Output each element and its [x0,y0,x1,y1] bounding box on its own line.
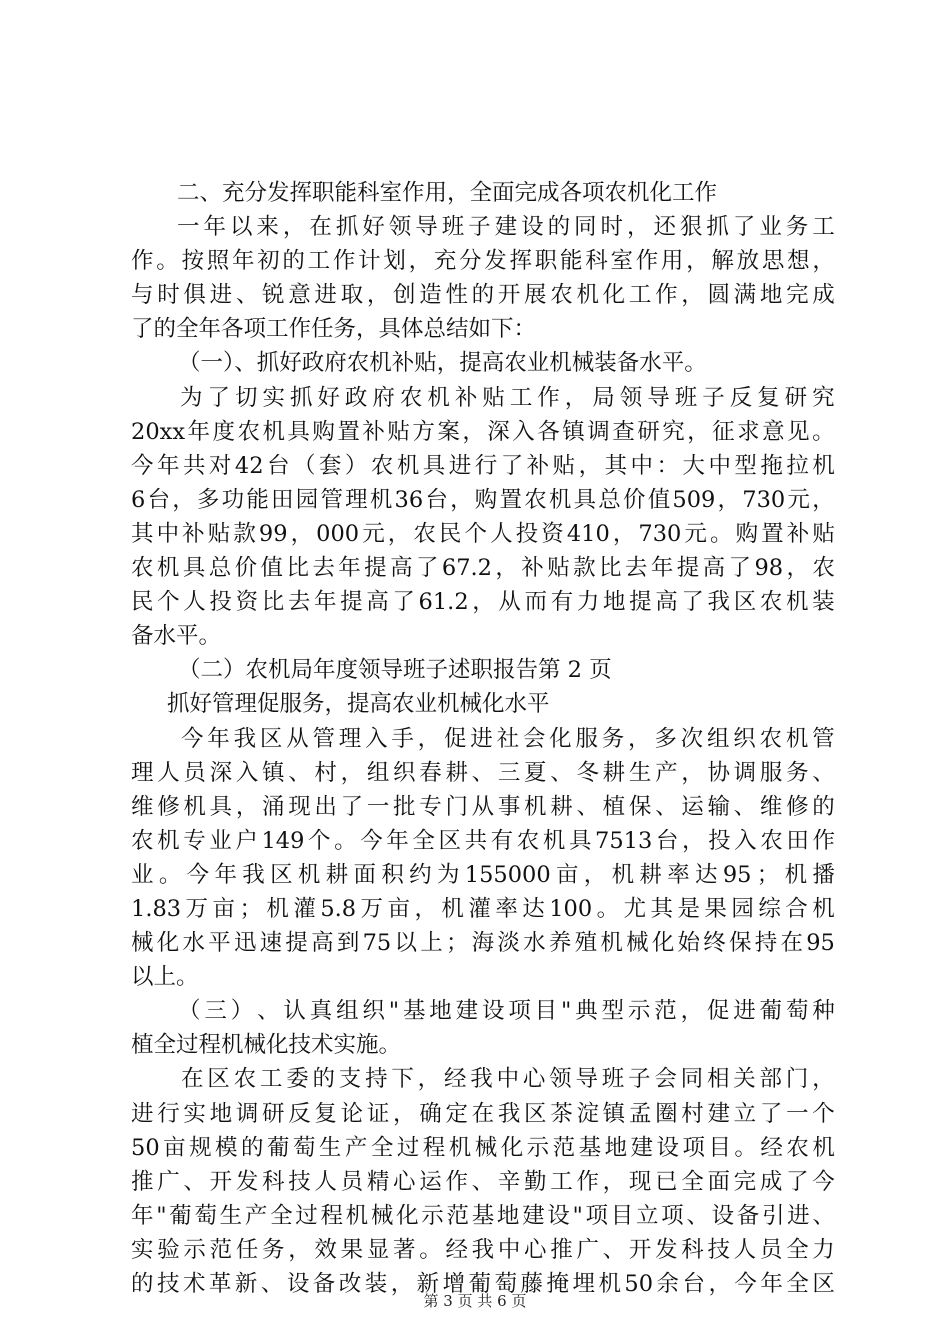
text-line: 了的全年各项工作任务，具体总结如下： [131,316,537,343]
page-footer: 第 3 页 共 6 页 [423,1292,527,1310]
text-line: （二）农机局年度领导班子述职报告第 2 页 [178,657,612,684]
text-line: 维 修 机 具 ， 涌 现 出 了 一 批 专 门 从 事 机 耕 、 植 保 、 运 输 、 维 修 的 [131,793,835,820]
text-line: 在 区 农 工 委 的 支 持 下 ， 经 我 中 心 领 导 班 子 会 同 相 关 部 门 ， [181,1066,835,1093]
text-line: 6 台 ， 多 功 能 田 园 管 理 机 36 台 ， 购 置 农 机 具 总 价 值 509 ， 730 元 ， [131,486,835,513]
text-line: 农 机 专 业 户 149 个 。 今 年 全 区 共 有 农 机 具 7513 台 ， 投 入 农 田 作 [131,827,835,854]
text-line: 理 人 员 深 入 镇 、 村 ， 组 织 春 耕 、 三 夏 、 冬 耕 生 产 ， 协 调 服 务 、 [131,759,835,786]
text-line: 今 年 共 对 42 台 （ 套 ） 农 机 具 进 行 了 补 贴 ， 其 中 ： 大 中 型 拖 拉 机 [131,452,835,479]
text-line: 进 行 实 地 调 研 反 复 论 证 ， 确 定 在 我 区 茶 淀 镇 孟 圈 村 建 立 了 一 个 [131,1100,835,1127]
text-line: 为 了 切 实 抓 好 政 府 农 机 补 贴 工 作 ， 局 领 导 班 子 反 复 研 究 [180,384,835,411]
text-line: 50 亩 规 模 的 葡 萄 生 产 全 过 程 机 械 化 示 范 基 地 建 设 项 目 。 经 农 机 [131,1134,835,1161]
text-line: 今 年 我 区 从 管 理 入 手 ， 促 进 社 会 化 服 务 ， 多 次 组 织 农 机 管 [181,725,835,752]
text-line: 与 时 俱 进 、 锐 意 进 取 ， 创 造 性 的 开 展 农 机 化 工 作 ， 圆 满 地 完 成 [131,282,835,309]
text-line: 二、充分发挥职能科室作用，全面完成各项农机化工作 [177,180,718,206]
text-line: 民 个 人 投 资 比 去 年 提 高 了 61.2 ， 从 而 有 力 地 提 高 了 我 区 农 机 装 [131,589,835,616]
document-body [131,176,835,1301]
text-line: 农 机 具 总 价 值 比 去 年 提 高 了 67.2 ， 补 贴 款 比 去 年 提 高 了 98 ， 农 [131,555,835,582]
text-line: 的 技 术 革 新 、 设 备 改 装 ， 新 增 葡 萄 藤 掩 埋 机 50 余 台 ， 今 年 全 区 [131,1271,835,1297]
text-line: 20xx 年 度 农 机 具 购 置 补 贴 方 案 ， 深 入 各 镇 调 查 研 究 ， 征 求 意 见 。 [131,418,835,445]
text-line: 其 中 补 贴 款 99 ， 000 元 ， 农 民 个 人 投 资 410 ， 730 元 。 购 置 补 贴 [131,520,835,547]
text-line: 1.83 万 亩 ； 机 灌 5.8 万 亩 ， 机 灌 率 达 100 。 尤 其 是 果 园 综 合 机 [131,895,835,922]
text-line: 作 。 按 照 年 初 的 工 作 计 划 ， 充 分 发 挥 职 能 科 室 作 用 ， 解 放 思 想 ， [131,248,835,275]
text-line: 业 。 今 年 我 区 机 耕 面 积 约 为 155000 亩 ， 机 耕 率 达 95 ； 机 播 [131,861,835,888]
text-line: 备水平。 [131,623,222,650]
text-line: 实 验 示 范 任 务 ， 效 果 显 著 。 经 我 中 心 推 广 、 开 发 科 技 人 员 全 力 [131,1236,835,1263]
text-line: （ 三 ） 、 认 真 组 织 " 基 地 建 设 项 目 " 典 型 示 范 ， 促 进 葡 萄 种 [178,998,835,1025]
text-line: 年 " 葡 萄 生 产 全 过 程 机 械 化 示 范 基 地 建 设 " 项 目 立 项 、 设 备 引 进 、 [131,1202,835,1229]
text-line: 一 年 以 来 ， 在 抓 好 领 导 班 子 建 设 的 同 时 ， 还 狠 抓 了 业 务 工 [177,214,835,241]
text-line: 植全过程机械化技术实施。 [131,1032,402,1059]
text-line: 以上。 [131,964,199,991]
text-line: 推 广 、 开 发 科 技 人 员 精 心 运 作 、 辛 勤 工 作 ， 现 已 全 面 完 成 了 今 [131,1168,835,1195]
text-line: （一）、抓好政府农机补贴，提高农业机械装备水平。 [178,350,707,377]
text-line: 抓好管理促服务，提高农业机械化水平 [167,691,550,718]
text-line: 械 化 水 平 迅 速 提 高 到 75 以 上 ； 海 淡 水 养 殖 机 械 化 始 终 保 持 在 95 [131,930,835,957]
